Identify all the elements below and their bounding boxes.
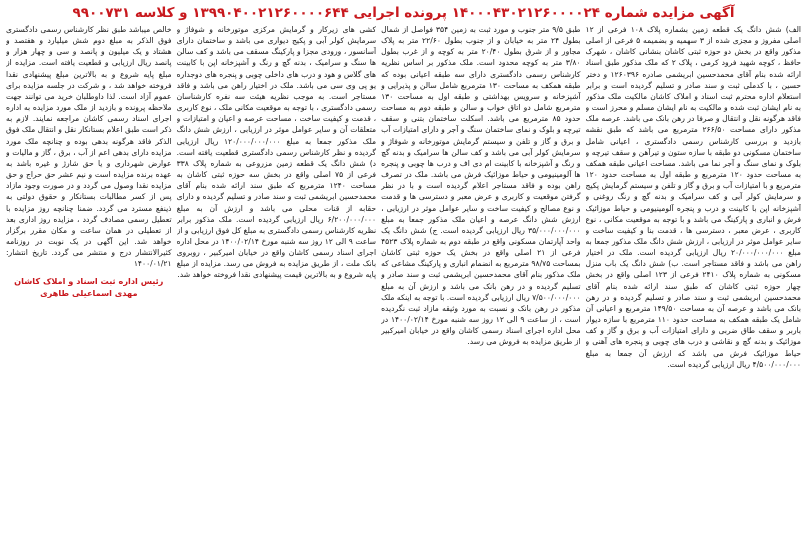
column-right: [586, 24, 801, 535]
notice-title: آگهی مزایده شماره ۱۴۰۰۰۴۳۰۲۱۲۶۰۰۰۰۲۴ پرونده اجرایی ۱۳۹۹۰۴۰۰۲۱۲۶۰۰۰۰۶۴۴ و کلاسه ۹۹۰۰۷۳۱: [72, 5, 735, 21]
column-middle-left: [177, 24, 376, 535]
column-middle-left-text: کشی های زیرکار و گرمایش مرکزی موتورخانه و شوفاژ و سرمایش کولر آبی و پکیج دیواری می باشد و ساختمان دارای آسانسور ، ورودی مجزا و پارکینگ مسقف می باشد و کف سالن ها سنگ و سرامیک ، بدنه گچ و رنگ و آشپزخانه اپن با کابینت های گلاس و هود و درب های داخلی چوبی و پنجره های دوجداره یو پی وی سی می باشد. ملک در اختیار راهن می باشد و فاقد مستاجر است. به موجب نظریه هیئت سه نفره کارشناسان رسمی دادگستری ، با توجه به موقعیت مکانی ملک ، نوع کاربری ، قدمت و کیفیت ساخت ، مساحت عرصه و اعیان و امتیازات و متعلقات آن و سایر عوامل موثر در ارزیابی ، ارزش شش دانگ ملک مذکور جمعا به مبلغ ۱۲۰/۰۰۰/۰۰۰/۰۰۰ ریال ارزیابی گردیده و نظر کارشناس رسمی دادگستری قطعیت یافته است. د) شش دانگ یک قطعه زمین مزروعی به شماره پلاک ۳۳۸ فرعی از ۷۵ اصلی واقع در بخش سه حوزه ثبتی کاشان به مساحت ۱۲۴۰ مترمربع که طبق سند ارائه شده بنام آقای محمدحسین ابریشمی ثبت و سند صادر و تسلیم گردیده و دارای حقابه از قنات محلی می باشد و ارزش آن به مبلغ ۶/۲۰۰/۰۰۰/۰۰۰ ریال ارزیابی گردیده است. ملک مذکور برابر نظریه کارشناس رسمی دادگستری به مبلغ کل فوق ارزیابی و از ساعت ۹ الی ۱۲ روز سه شنبه مورخ ۱۴۰۰/۰۲/۱۴ در محل اداره اجرای اسناد رسمی کاشان واقع در خیابان امیرکبیر ، روبروی بانک ملت ، از طریق مزایده به فروش می رسد. مزایده از مبلغ پایه شروع و به بالاترین قیمت پیشنهادی نقدا فروخته خواهد شد.: [176, 25, 377, 280]
signature-name: مهدی اسماعیلی طاهری: [40, 288, 138, 299]
column-middle-right: [381, 24, 580, 535]
signature-block: [6, 275, 172, 299]
column-middle-right-text: طبق ۹/۵ متر جنوب و مورد ثبت به زمین ۳۵۴ فواصل از شمال بطول ۲۴ متر به خیابان و از جنوب بطول ۲۲/۶۰ متر به پلاک مجاور و از شرق بطول ۲۰/۴۰ متر به کوچه و از غرب بطول ۳/۸۰ متر به کوچه محدود است. ملک مذکور بر اساس نظریه کارشناس رسمی دادگستری دارای سه طبقه اعیانی بوده که طبقه همکف به مساحت ۱۳۰ مترمربع شامل سالن و پذیرایی و آشپزخانه و سرویس بهداشتی و طبقه اول به مساحت ۱۳۰ مترمربع شامل دو اتاق خواب و سالن و طبقه دوم به مساحت حدود ۸۵ مترمربع می باشد. اسکلت ساختمان بتنی و سقف تیرچه و بلوک و نمای ساختمان سنگ و آجر و دارای امتیازات آب و برق و گاز و تلفن و سیستم گرمایش موتورخانه و شوفاژ و سرمایش کولر آبی می باشد و کف سالن ها سرامیک و بدنه گچ و رنگ و آشپزخانه با کابینت ام دی اف و درب ها چوبی و پنجره ها آلومینیومی و حیاط موزائیک فرش می باشد. ملک در تصرف راهن بوده و فاقد مستاجر اعلام گردیده است و با در نظر گرفتن موقعیت و کاربری و عرض معبر و دسترسی ها و قدمت و نوع مصالح و کیفیت ساخت و سایر عوامل موثر در ارزیابی ، ارزش شش دانگ عرصه و اعیان ملک مذکور جمعا به مبلغ ۳۵/۰۰۰/۰۰۰/۰۰۰ ریال ارزیابی گردیده است. ج) شش دانگ یک واحد آپارتمان مسکونی واقع در طبقه دوم به شماره پلاک ۴۵۲۳ فرعی از ۲۱ اصلی واقع در بخش یک حوزه ثبتی کاشان بمساحت ۹۸/۷۵ مترمربع به انضمام انباری و پارکینگ مشاعی که ملک مذکور بنام آقای محمدحسین ابریشمی ثبت و سند صادر و تسلیم گردیده و در رهن بانک می باشد و ارزش آن به مبلغ ۷/۵۰۰/۰۰۰/۰۰۰ ریال ارزیابی گردیده است. با توجه به اینکه ملک مذکور در رهن بانک و نسبت به مورد وثیقه مازاد ثبت نگردیده است ، از ساعت ۹ الی ۱۲ روز سه شنبه مورخ ۱۴۰۰/۰۲/۱۴ در محل اداره اجرای اسناد رسمی کاشان واقع در خیابان امیرکبیر از طریق مزایده به فروش می رسد.: [381, 25, 581, 347]
signature-title: رئیس اداره ثبت اسناد و املاک کاشان: [14, 276, 164, 287]
column-right-text: الف) شش دانگ یک قطعه زمین بشماره پلاک ۱۰۸ فرعی از ۱۲ اصلی مفروز و مجزی شده از ۳ سهمیه و بضمیمه ۵ فرعی از اصلی مذکور واقع در بخش دو حوزه ثبتی کاشان بنشانی کاشان ، شهرک حافظ ، کوچه شهید فرود کرمی ، پلاک ۲ که ملک مذکور طبق اسناد ارائه شده بنام آقای محمدحسین ابریشمی صادره ۱۲۶۰۳۹۶ و دختر حسین ، با کدملی ثبت و سند صادر و تسلیم گردیده است و برابر استعلام اداره محترم ثبت اسناد و املاک کاشان مالکیت ملک مذکور به نام ایشان ثبت شده و مالکیت به نام ایشان مسلم و محرز است و فاقد هرگونه نقل و انتقال و صرفا در رهن بانک می باشد. عرصه ملک مذکور دارای مساحت ۲۶۶/۵۰ مترمربع می باشد که طبق نقشه بازدید و بررسی کارشناس رسمی دادگستری ، اعیانی شامل ساختمان مسکونی دو طبقه با سازه ستون و تیرآهن و سقف تیرچه و بلوک و نمای سنگ و آجر نما می باشد. مساحت اعیانی طبقه همکف به مساحت حدود ۱۲۰ مترمربع و طبقه اول به مساحت حدود ۱۲۰ مترمربع و با امتیازات آب و برق و گاز و تلفن و سیستم گرمایش پکیج و سرمایش کولر آبی و کف سرامیک و بدنه گچ و رنگ روغنی و آشپزخانه اپن با کابینت و درب و پنجره آلومینیومی و حیاط موزائیک فرش و انباری و پارکینگ می باشد و با توجه به موقعیت مکانی ، نوع کاربری ، عرض معبر ، دسترسی ها ، قدمت بنا و کیفیت ساخت و سایر عوامل موثر در ارزیابی ، ارزش شش دانگ ملک مذکور جمعا به مبلغ ۲۰/۰۰۰/۰۰۰/۰۰۰ ریال ارزیابی گردیده است. ملک در اختیار راهن می باشد و فاقد مستاجر است. ب) شش دانگ یک باب منزل مسکونی به شماره پلاک ۲۴۱۰ فرعی از ۱۲۳ اصلی واقع در بخش چهار حوزه ثبتی کاشان که طبق سند ارائه شده بنام آقای محمدحسین ابریشمی ثبت و سند صادر و تسلیم گردیده و در رهن بانک می باشد و عرصه آن به مساحت ۱۴۹/۵۰ مترمربع و اعیانی آن شامل یک طبقه همکف به مساحت حدود ۱۱۰ مترمربع با سازه دیوار باربر و سقف طاق ضربی و دارای امتیازات آب و برق و گاز و کف موزائیک و بدنه گچ و نقاشی و درب های چوبی و پنجره های آهنی و حیاط موزائیک فرش می باشد که ارزش آن جمعا به مبلغ ۴/۵۰۰/۰۰۰/۰۰۰ ریال ارزیابی گردیده است.: [585, 25, 801, 369]
column-left-text: خالص میباشد طبق نظر کارشناس رسمی دادگستری فوق الذکر به مبلغ دوم شش میلیارد و هفتصد و هشتاد و یک میلیون و پانصد و سی و چهار هزار و پانصد ریال ارزیابی و قطعیت یافته است. مزایده از مبلغ پایه شروع و به بالاترین مبلغ پیشنهادی نقدا فروخته خواهد شد ، و شرکت در جلسه مزایده برای عموم آزاد است. لذا داوطلبان خرید می توانند جهت ملاحظه پرونده و بازدید از ملک مورد مزایده به اداره اجرای اسناد رسمی کاشان مراجعه نمایند. لازم به ذکر است طبق اعلام بستانکار نقل و انتقال ملک فوق الذکر فاقد هرگونه بدهی بوده و چنانچه ملک مورد مزایده دارای بدهی اعم از آب ، برق ، گاز و مالیات و عوارض شهرداری و یا حق شارژ و غیره باشد به عهده برنده مزایده است و نیم عشر حق حراج و حق مزایده نقدا وصول می گردد و در صورت وجود مازاد پس از کسر مطالبات بستانکار و حقوق دولتی به ذینفع مسترد می گردد. ضمنا چنانچه روز مزایده با تعطیل رسمی مصادف گردد ، مزایده روز اداری بعد از تعطیلی در همان ساعت و مکان مقرر برگزار خواهد شد. این آگهی در یک نوبت در روزنامه کثیرالانتشار درج و منتشر می گردد. تاریخ انتشار: ۱۴۰۰/۰۱/۲۱: [6, 25, 172, 269]
column-left: [6, 24, 172, 535]
notice-columns: [6, 24, 801, 535]
